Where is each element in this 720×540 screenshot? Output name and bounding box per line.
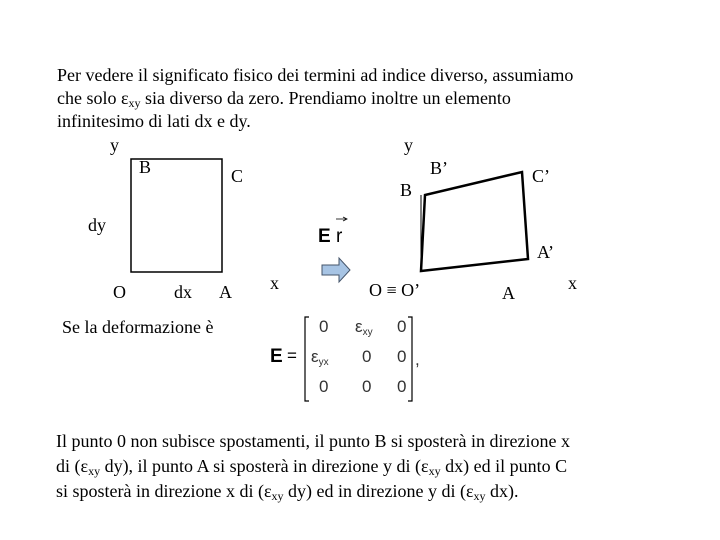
matrix-r3-c2: 0 [362,377,372,396]
matrix-r2-c2: 0 [362,347,372,366]
matrix-r3-c1: 0 [319,377,329,396]
intro-line-1: Per vedere il significato fisico dei termini ad indice diverso, assumiamo [57,65,574,85]
conclusion-line-3-a: si sposterà in direzione x di (ε [56,481,272,501]
matrix-left-bracket [305,317,309,401]
matrix-r2-c1 [311,347,329,368]
right-C-prime-label: C’ [532,166,550,186]
left-B-label: B [139,157,152,177]
conclusion-line-2-sub-1: xy [88,464,101,478]
right-B-label: B [400,180,413,200]
transform-arrow [322,258,350,282]
matrix-r1-c3: 0 [397,317,407,336]
intro-line-2-b: sia diverso da zero. Prendiamo inoltre un elemento [140,88,511,108]
matrix-r1-c2-sub: xy [362,327,373,338]
left-dx-label: dx [174,282,192,302]
conclusion-line-2-b: dy), il punto A si sposterà in direzione y di (ε [100,456,429,476]
left-x-label: x [270,273,279,293]
conclusion-line-3 [56,480,519,508]
intro-line-2-a: che solo ε [57,88,129,108]
conclusion-line-3-c: dx). [485,481,519,501]
conclusion-line-2-c: dx) ed il punto C [440,456,568,476]
conclusion-line-2-a: di (ε [56,456,89,476]
matrix-r1-c1: 0 [319,317,329,336]
matrix-name: E [270,346,283,367]
matrix-trailing-comma: , [415,350,420,369]
left-y-label: y [110,135,119,155]
matrix-r1-c2-eps: ε [355,317,363,336]
matrix-r2-c1-eps: ε [311,347,319,366]
conclusion-line-2 [56,455,567,483]
matrix-r1-c2 [355,317,373,338]
matrix-equals: = [287,346,297,365]
matrix-r2-c3: 0 [397,347,407,366]
deformed-element [421,172,528,271]
matrix-right-bracket [408,317,412,401]
deformation-label: Se la deformazione è [62,317,214,337]
left-A-label: A [219,282,232,302]
intro-line-2-sub: xy [128,96,141,110]
conclusion-line-3-b: dy) ed in direzione y di (ε [283,481,474,501]
matrix-r2-c1-sub: yx [318,357,329,368]
right-B-prime-label: B’ [430,158,448,178]
arrow-E-label: E [318,226,331,247]
matrix-r3-c3: 0 [397,377,407,396]
left-C-label: C [231,166,244,186]
right-O-equiv-label: O ≡ O’ [369,280,421,300]
right-A-prime-label: A’ [537,242,554,262]
right-A-label: A [502,283,515,303]
right-x-label: x [568,273,577,293]
conclusion-line-2-sub-2: xy [428,464,441,478]
left-O-label: O [113,282,126,302]
conclusion-line-1: Il punto 0 non subisce spostamenti, il punto B si sposterà in direzione x [56,431,570,451]
conclusion-line-3-sub-1: xy [271,489,284,503]
arrow-r-label: r [336,226,343,247]
intro-line-3: infinitesimo di lati dx e dy. [57,111,251,131]
conclusion-line-3-sub-2: xy [473,489,486,503]
right-y-label: y [404,135,413,155]
left-dy-label: dy [88,215,106,235]
